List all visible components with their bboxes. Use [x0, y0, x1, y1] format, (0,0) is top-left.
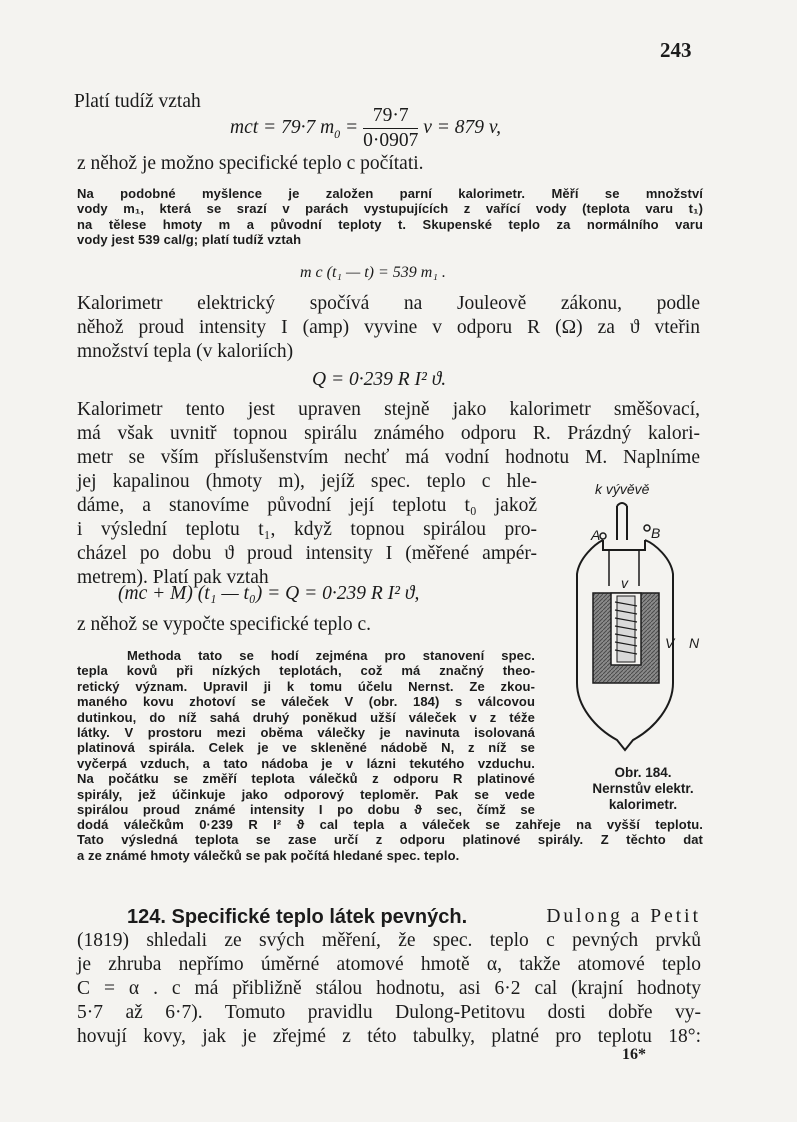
figure-caption [568, 765, 718, 813]
calorimeter-line: má však uvnitř topnou spirálu známého odporu R. Prázdný kalori- [77, 423, 700, 444]
small2-line: maného kovu zhotoví se váleček V (obr. 184) s válcovou [77, 694, 535, 710]
small2-line: látky. V prostoru mezi oběma válečky je navinuta isolovaná [77, 725, 535, 741]
vacuum-tube-tip [617, 503, 627, 506]
small2-line: Methoda tato se hodí zejména pro stanovení spec. [127, 648, 535, 663]
section-line: C = α . c má přibližně stálou hodnotu, asi 6·2 cal (krajní hodnoty [77, 978, 701, 999]
equation-3: Q = 0·239 R I² ϑ. [312, 369, 447, 390]
calorimeter-line: Kalorimetr tento jest upraven stejně jako kalorimetr směšovací, [77, 399, 700, 420]
paragraph-calorimeter-b [77, 470, 537, 590]
fig-label-a: A [591, 527, 601, 543]
small2-line: Na počátku se změří teplota válečků z odporu R platinové [77, 771, 535, 787]
eq1-numerator: 79·7 [363, 104, 418, 129]
eq1-eq: = [340, 116, 364, 138]
section-heading: 124. Specifické teplo látek pevných. [127, 906, 468, 928]
section-line: hovují kovy, jak je zřejmé z této tabulky, platné pro teplotu 18°: [77, 1026, 701, 1047]
calorimeter-line: metr se vším příslušenstvím nechť má vodní hodnotu M. Naplníme [77, 447, 700, 468]
eq1-right: v = 879 v, [418, 116, 501, 138]
small1-line: vody m₁, která se srazí v parách vystupujících z vařící vody (teplota varu t₁) [77, 201, 703, 217]
calorimeter-line: cházel po dobu ϑ proud intensity I (měřené ampér- [77, 543, 537, 564]
small2-line: platinová spirála. Celek je ve skleněné nádobě N, z níž se [77, 740, 535, 756]
signature-mark: 16* [622, 1046, 646, 1063]
fig-label-vyveve: k vývěvě [595, 481, 650, 497]
vessel-neck [603, 540, 645, 550]
small2-line: dodá válečkům 0·239 R I² ϑ cal tepla a váleček se zahřeje na vyšší teplotu. [77, 817, 703, 832]
calorimeter-line: jej kapalinou (hmoty m), jejíž spec. teplo c hle- [77, 471, 537, 492]
small2-line: spirálou proud známé intensity I po dobu ϑ sec, čímž se [77, 802, 535, 818]
intro-text: Platí tudíž vztah [74, 91, 201, 112]
calorimeter-line: dáme, a stanovíme původní její teplotu t₀ jakož [77, 495, 537, 516]
fig-label-n: N [689, 635, 700, 651]
figure-nernst-calorimeter [555, 478, 715, 768]
calorimeter-line: metrem). Platí pak vztah [77, 567, 269, 588]
small-paragraph-1 [77, 186, 703, 248]
small1-line: Na podobné myšlence je založen parní kalorimetr. Měří se množství [77, 186, 703, 201]
small1-line: vody jest 539 cal/g; platí tudíž vztah [77, 232, 302, 248]
text-after-eq1: z něhož je možno specifické teplo c počítati. [77, 153, 424, 174]
eq1-denominator: 0·0907 [363, 130, 419, 151]
calorimeter-line: i výslední teplotu t₁, když topnou spirálou pro- [77, 519, 537, 540]
small2-line: tepla kovů při nízkých teplotách, což má značný theo- [77, 663, 535, 679]
eq1-fraction [363, 104, 418, 153]
electric-line: Kalorimetr elektrický spočívá na Jouleově zákonu, podle [77, 293, 700, 314]
section-first-line [77, 905, 701, 929]
small-paragraph-2b [77, 817, 703, 863]
section-line: 5·7 až 6·7). Tomuto pravidlu Dulong-Petitovu dosti dobře vy- [77, 1002, 701, 1023]
fig-label-small-v: v [621, 575, 628, 591]
caption-line: Obr. 184. [614, 765, 672, 780]
small2-line: dutinkou, do níž sahá druhý poněkud užší váleček v z téže [77, 709, 535, 725]
section-line: je zhruba nepřímo úměrné atomové hmotě α, takže atomové teplo [77, 954, 701, 975]
terminal-b [644, 525, 650, 531]
electric-line: něhož proud intensity I (amp) vyvine v odporu R (Ω) za ϑ vteřin [77, 317, 700, 338]
caption-line: kalorimetr. [608, 797, 678, 812]
text-after-eq4: z něhož se vypočte specifické teplo c. [77, 614, 371, 635]
vacuum-tube [617, 506, 627, 540]
equation-1 [230, 104, 501, 153]
page-number: 243 [660, 38, 692, 62]
small-paragraph-2a [77, 648, 535, 817]
electric-line: množství tepla (v kaloriích) [77, 341, 294, 362]
eq1-sub: 0 [334, 126, 341, 141]
equation-2: m c (t₁ — t) = 539 m₁ . [300, 264, 446, 281]
caption-line: Nernstův elektr. [592, 781, 694, 796]
fig-label-b: B [651, 525, 661, 541]
small2-line: a ze známé hmoty válečků se pak počítá hledané spec. teplo. [77, 847, 460, 863]
section-line: Dulong a Petit [546, 906, 701, 927]
paragraph-electric [77, 292, 700, 364]
paragraph-calorimeter-a [77, 398, 700, 470]
small2-line: vyčerpá vzduch, a tato nádoba je v lázni tekutého vzduchu. [77, 755, 535, 771]
small1-line: na tělese hmoty m a původní teploty t. Skupenské teplo za normálního varu [77, 216, 703, 232]
eq1-left: mct = 79·7 m [230, 116, 335, 138]
section-line: (1819) shledali ze svých měření, že spec. teplo c pevných prvků [77, 930, 701, 951]
terminal-a [600, 533, 606, 539]
small2-line: spirály, jež účinkuje jako odporový teploměr. Pak se vede [77, 786, 535, 802]
fig-label-v: V [665, 635, 675, 651]
section-124 [77, 905, 701, 1049]
equation-4: (mc + M) (t₁ — t₀) = Q = 0·239 R I² ϑ, [118, 583, 420, 604]
small2-line: Tato výsledná teplota se zase určí z odporu platinové spirály. Z těchto dat [77, 832, 703, 848]
small2-line: retický význam. Upravil ji k tomu účelu Nernst. Ze zkou- [77, 678, 535, 694]
